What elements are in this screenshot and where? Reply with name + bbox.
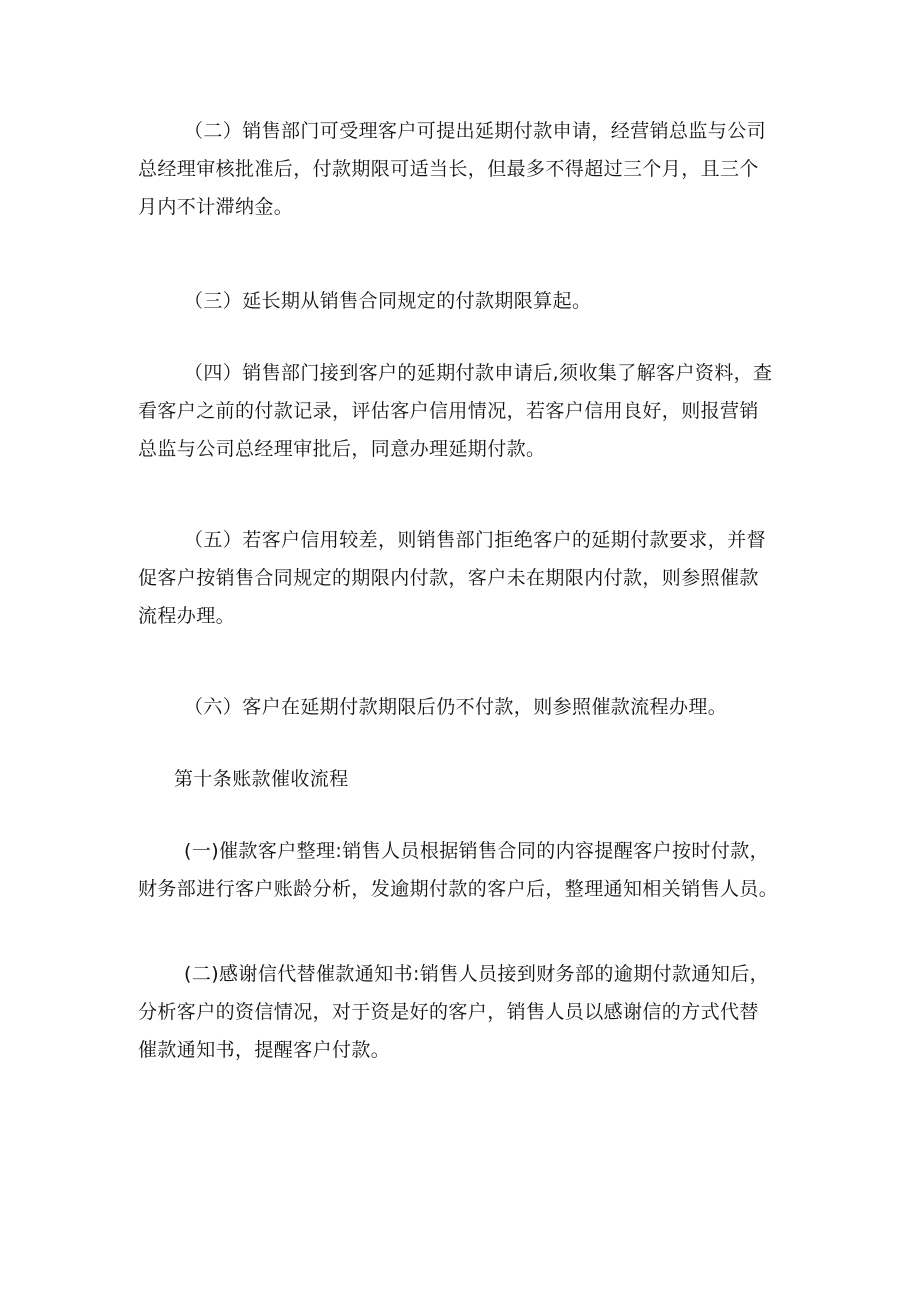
text-line: 分析客户的资信情况，对于资是好的客户，销售人员以感谢信的方式代替 xyxy=(138,1001,759,1023)
text-line: 流程办理。 xyxy=(138,605,236,627)
text-line: (二)感谢信代替催款通知书:销售人员接到财务部的逾期付款通知后， xyxy=(184,963,770,985)
paragraph-deferred-payment-application xyxy=(138,112,798,226)
paragraph-credit-evaluation xyxy=(138,354,798,468)
text-line: 月内不计滞纳金。 xyxy=(138,196,294,218)
text-line: 财务部进行客户账龄分析，发逾期付款的客户后，整理通知相关销售人员。 xyxy=(138,878,779,900)
text-line: 总经理审核批准后，付款期限可适当长，但最多不得超过三个月，且三个 xyxy=(138,158,759,180)
article-heading: 第十条账款催收流程 xyxy=(174,768,349,790)
paragraph-collection-customer-sorting xyxy=(138,832,798,908)
paragraph-extension-period xyxy=(138,282,798,320)
paragraph-overdue-after-extension xyxy=(138,688,798,726)
text-line: （四）销售部门接到客户的延期付款申请后,须收集了解客户资料，查 xyxy=(184,362,773,384)
text-line: 催款通知书，提醒客户付款。 xyxy=(138,1039,391,1061)
paragraph-poor-credit xyxy=(138,521,798,635)
text-line: （六）客户在延期付款期限后仍不付款，则参照催款流程办理。 xyxy=(184,696,728,718)
text-line: （二）销售部门可受理客户可提出延期付款申请，经营销总监与公司 xyxy=(184,120,767,142)
text-line: (一)催款客户整理:销售人员根据销售合同的内容提醒客户按时付款， xyxy=(184,840,770,862)
text-line: （三）延长期从销售合同规定的付款期限算起。 xyxy=(184,290,592,312)
text-line: 促客户按销售合同规定的期限内付款，客户未在期限内付款，则参照催款 xyxy=(138,567,759,589)
text-line: （五）若客户信用较差，则销售部门拒绝客户的延期付款要求，并督 xyxy=(184,529,767,551)
text-line: 看客户之前的付款记录，评估客户信用情况，若客户信用良好，则报营销 xyxy=(138,400,759,422)
paragraph-thank-you-letter xyxy=(138,955,798,1069)
text-line: 总监与公司总经理审批后，同意办理延期付款。 xyxy=(138,438,546,460)
